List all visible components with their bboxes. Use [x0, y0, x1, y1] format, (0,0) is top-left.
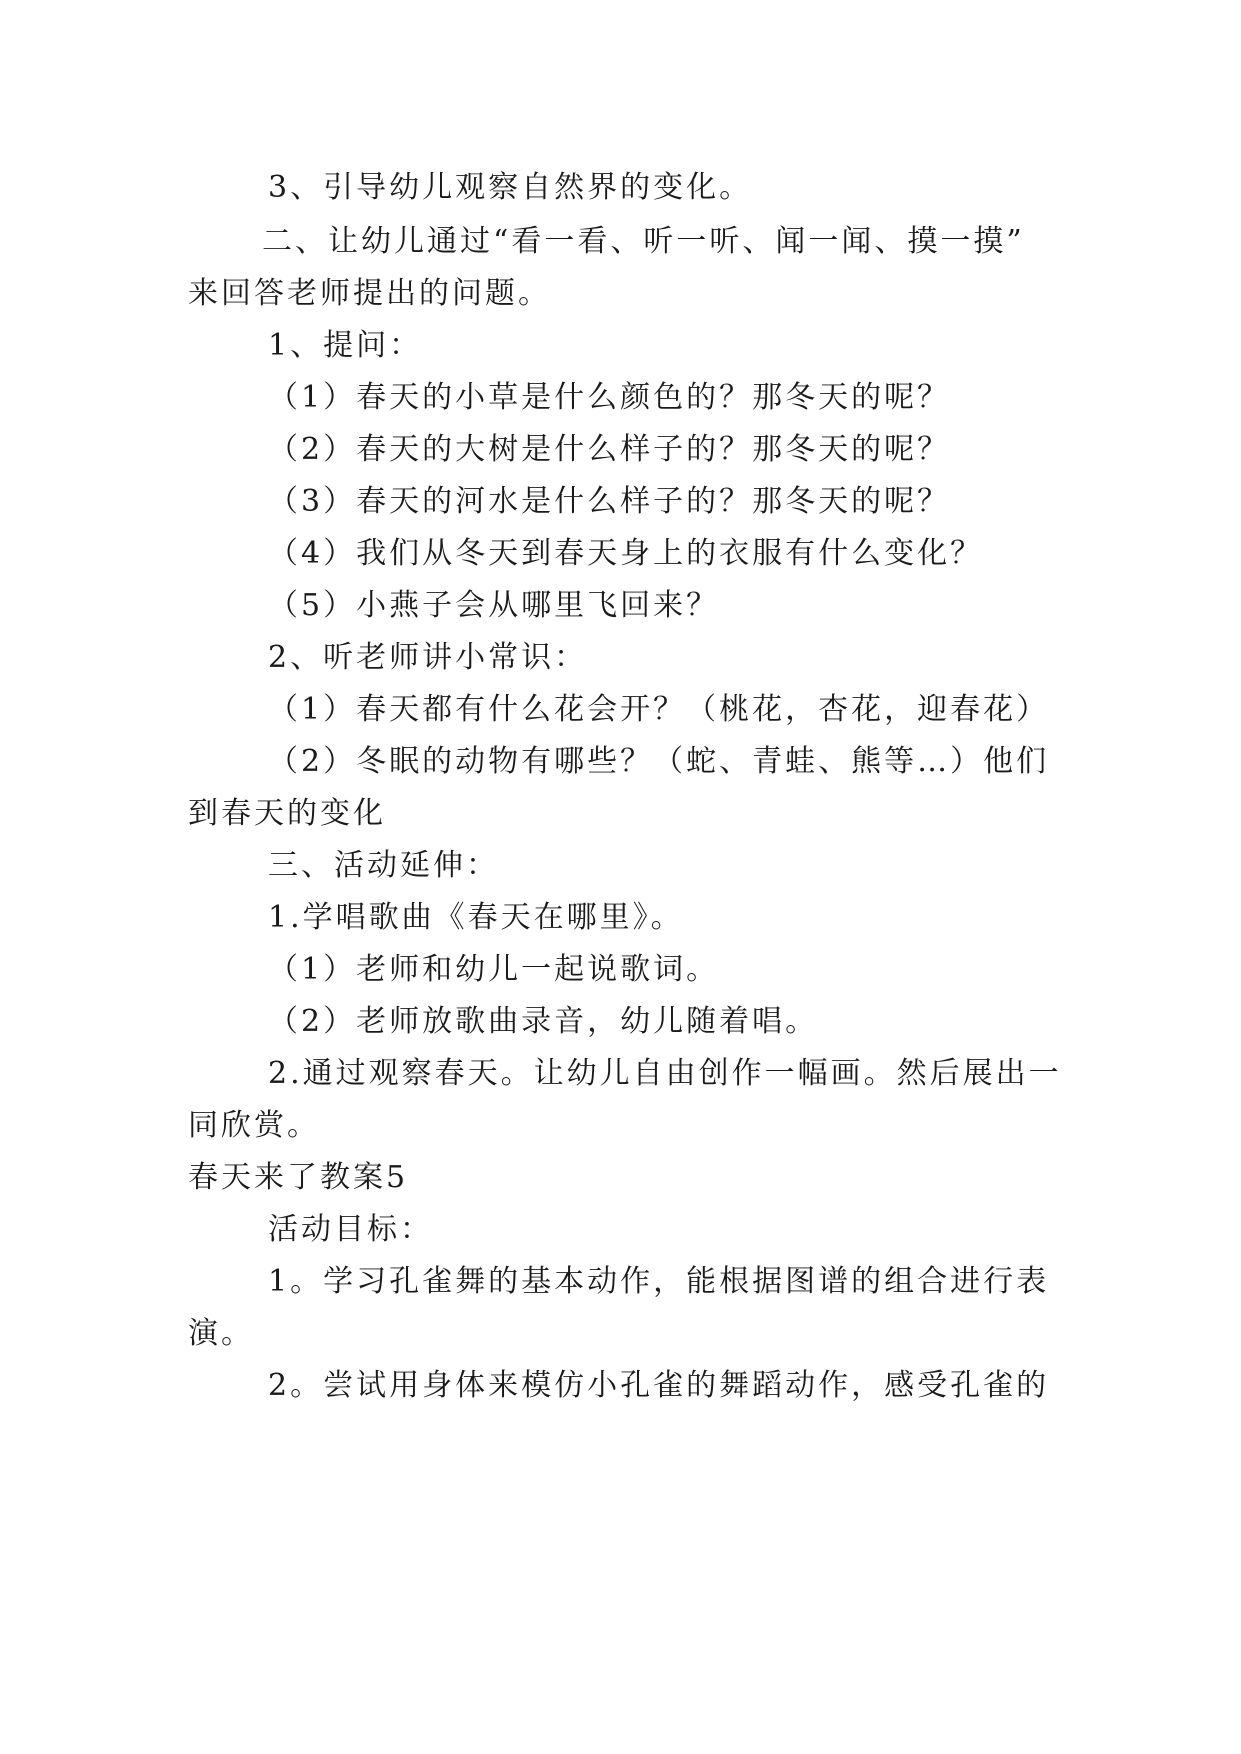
list-item: （4）我们从冬天到春天身上的衣服有什么变化？	[268, 536, 984, 571]
text-line: 3、引导幼儿观察自然界的变化。	[268, 170, 753, 205]
text-line: 1。学习孔雀舞的基本动作，能根据图谱的组合进行表	[268, 1264, 1050, 1299]
section-title: 春天来了教案5	[188, 1160, 409, 1195]
list-item: （2）老师放歌曲录音，幼儿随着唱。	[268, 1004, 819, 1039]
text-line: 演。	[188, 1316, 254, 1351]
list-item: （2）冬眠的动物有哪些？（蛇、青蛙、熊等…）他们	[268, 744, 1050, 779]
text-line: 来回答老师提出的问题。	[188, 276, 551, 311]
text-line: 到春天的变化	[188, 796, 386, 831]
text-line: 活动目标：	[268, 1212, 433, 1247]
text-line: 1.学唱歌曲《春天在哪里》。	[268, 900, 684, 935]
section-heading: 二、让幼儿通过“看一看、听一听、闻一闻、摸一摸”	[262, 224, 1025, 259]
text-line: 2.通过观察春天。让幼儿自由创作一幅画。然后展出一	[268, 1056, 1062, 1091]
list-item: （1）老师和幼儿一起说歌词。	[268, 952, 720, 987]
text-line: 同欣赏。	[188, 1108, 320, 1143]
text-line: 2。尝试用身体来模仿小孔雀的舞蹈动作，感受孔雀的	[268, 1368, 1050, 1403]
text-line: 2、听老师讲小常识：	[268, 640, 588, 675]
list-item: （1）春天的小草是什么颜色的？那冬天的呢？	[268, 380, 951, 415]
list-item: （5）小燕子会从哪里飞回来？	[268, 588, 720, 623]
text-line: 1、提问：	[268, 328, 423, 363]
list-item: （1）春天都有什么花会开？（桃花，杏花，迎春花）	[268, 692, 1050, 727]
section-heading: 三、活动延伸：	[268, 848, 499, 883]
list-item: （3）春天的河水是什么样子的？那冬天的呢？	[268, 484, 951, 519]
list-item: （2）春天的大树是什么样子的？那冬天的呢？	[268, 432, 951, 467]
